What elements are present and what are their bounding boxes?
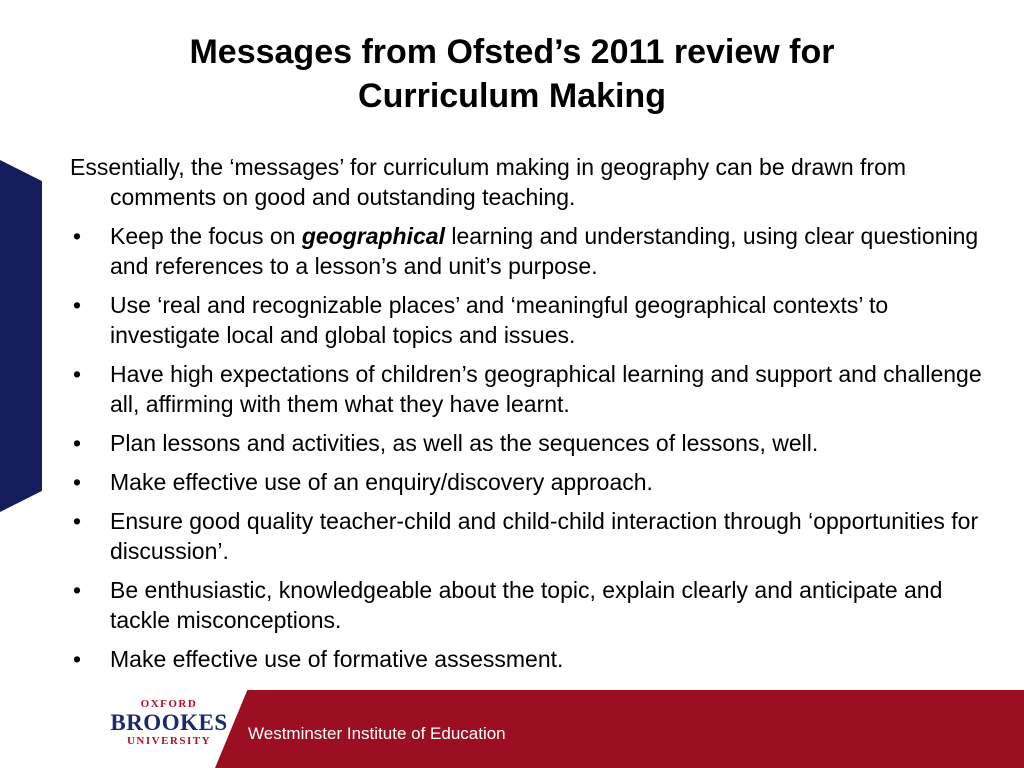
slide-body [70, 152, 1000, 683]
bullet-text: Make effective use of an enquiry/discovery approach. [110, 469, 653, 495]
bullet-list [70, 221, 1000, 674]
bullet-icon: • [73, 577, 82, 603]
bullet-item [70, 221, 1000, 281]
bullet-icon: • [73, 292, 82, 318]
logo-line-brookes: BROOKES [110, 710, 228, 735]
bullet-item [70, 575, 1000, 635]
bullet-text: Be enthusiastic, knowledgeable about the topic, explain clearly and anticipate and tackle misconceptions. [110, 577, 943, 633]
bullet-text-after: learning and understanding, using clear questioning and references to a lesson’s and unit’s purpose. [110, 223, 979, 279]
bullet-icon: • [73, 430, 82, 456]
bullet-item [70, 428, 1000, 458]
footer-institute-name: Westminster Institute of Education [248, 724, 506, 743]
bullet-text-before: Keep the focus on [110, 223, 302, 249]
bullet-icon: • [73, 646, 82, 672]
bullet-text: Have high expectations of children’s geographical learning and support and challenge all, affirming with them what they have learnt. [110, 361, 982, 417]
slide-title-line-1: Messages from Ofsted’s 2011 review for [189, 33, 835, 71]
oxford-brookes-logo [110, 692, 228, 752]
slide-title [100, 30, 924, 118]
bullet-item [70, 644, 1000, 674]
bullet-icon: • [73, 469, 82, 495]
bullet-text: Ensure good quality teacher-child and child-child interaction through ‘opportunities for discussion’. [110, 508, 979, 564]
bullet-item [70, 467, 1000, 497]
bullet-item [70, 290, 1000, 350]
bullet-text: Use ‘real and recognizable places’ and ‘meaningful geographical contexts’ to investigate local and global topics and issues. [110, 292, 889, 348]
bullet-text: Plan lessons and activities, as well as the sequences of lessons, well. [110, 430, 819, 456]
bullet-item [70, 506, 1000, 566]
bullet-item [70, 359, 1000, 419]
bullet-icon: • [73, 508, 82, 534]
bullet-text: Make effective use of formative assessment. [110, 646, 564, 672]
side-accent-tab [0, 160, 42, 512]
bullet-emphasis: geographical [301, 223, 445, 249]
intro-paragraph: Essentially, the ‘messages’ for curriculum making in geography can be drawn from comments on good and outstanding teaching. [70, 154, 907, 210]
logo-line-university: UNIVERSITY [126, 735, 212, 747]
bullet-icon: • [73, 361, 82, 387]
bullet-icon: • [73, 223, 82, 249]
logo-line-oxford: OXFORD [140, 698, 198, 710]
slide-title-line-2: Curriculum Making [358, 77, 666, 115]
